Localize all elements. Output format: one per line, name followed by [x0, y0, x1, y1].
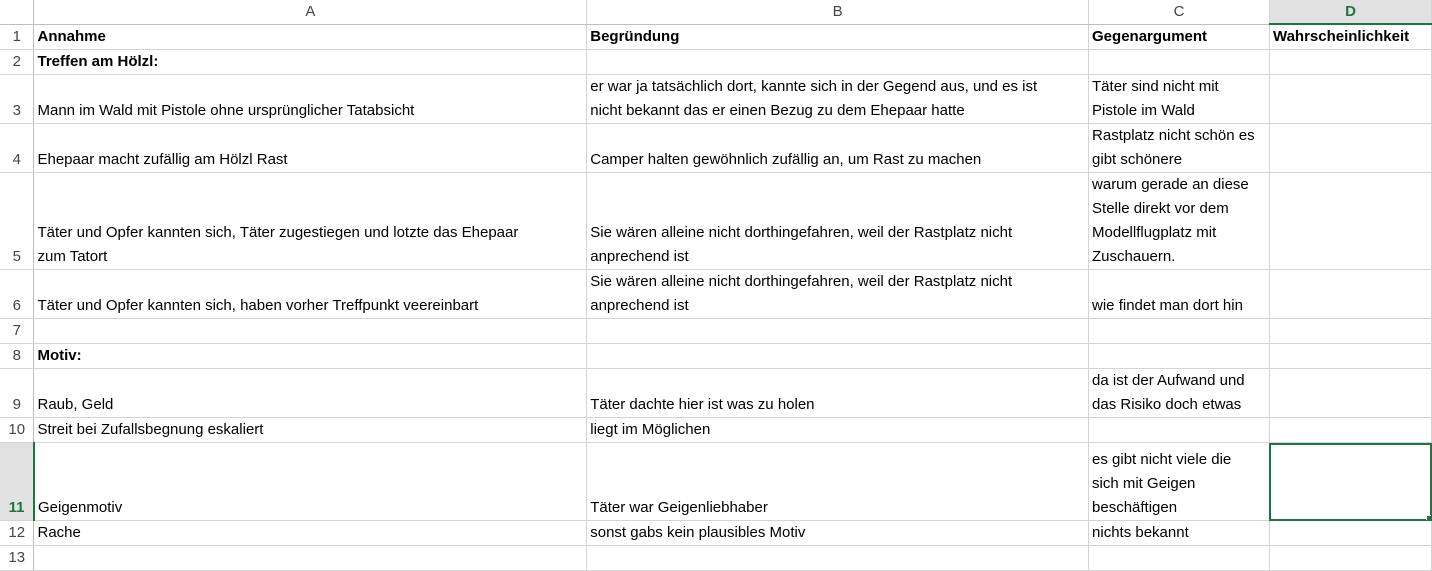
table-row: [0, 173, 1432, 270]
active-cell-d11[interactable]: [1269, 443, 1431, 521]
row-header[interactable]: 4: [0, 124, 34, 173]
row-header[interactable]: 5: [0, 173, 34, 270]
cell-b8[interactable]: [587, 344, 1089, 369]
cell-a3[interactable]: Mann im Wald mit Pistole ohne ursprünglicher Tatabsicht: [34, 75, 587, 124]
cell-a7[interactable]: [34, 319, 587, 344]
cell-c1[interactable]: Gegenargument: [1089, 24, 1270, 50]
row-header[interactable]: 7: [0, 319, 34, 344]
row-header[interactable]: 9: [0, 369, 34, 418]
row-header[interactable]: 1: [0, 24, 34, 50]
cell-d4[interactable]: [1269, 124, 1431, 173]
table-row: [0, 75, 1432, 124]
cell-a12[interactable]: Rache: [34, 521, 587, 546]
row-header[interactable]: 10: [0, 418, 34, 443]
cell-b10[interactable]: liegt im Möglichen: [587, 418, 1089, 443]
cell-d10[interactable]: [1269, 418, 1431, 443]
table-row: [0, 124, 1432, 173]
cell-b7[interactable]: [587, 319, 1089, 344]
table-row: [0, 344, 1432, 369]
cell-b6[interactable]: Sie wären alleine nicht dorthingefahren, weil der Rastplatz nicht anprechend ist: [587, 270, 1089, 319]
cell-b9[interactable]: Täter dachte hier ist was zu holen: [587, 369, 1089, 418]
row-header[interactable]: 6: [0, 270, 34, 319]
cell-b11[interactable]: Täter war Geigenliebhaber: [587, 443, 1089, 521]
cell-c9[interactable]: da ist der Aufwand und das Risiko doch etwas: [1089, 369, 1270, 418]
cell-a4[interactable]: Ehepaar macht zufällig am Hölzl Rast: [34, 124, 587, 173]
cell-c4[interactable]: Rastplatz nicht schön es gibt schönere: [1089, 124, 1270, 173]
cell-a13[interactable]: [34, 546, 587, 571]
cell-c7[interactable]: [1089, 319, 1270, 344]
cell-c3[interactable]: Täter sind nicht mit Pistole im Wald: [1089, 75, 1270, 124]
cell-a8[interactable]: Motiv:: [34, 344, 587, 369]
cell-a2[interactable]: Treffen am Hölzl:: [34, 50, 587, 75]
cell-a1[interactable]: Annahme: [34, 24, 587, 50]
cell-b2[interactable]: [587, 50, 1089, 75]
cell-b12[interactable]: sonst gabs kein plausibles Motiv: [587, 521, 1089, 546]
cell-b3[interactable]: er war ja tatsächlich dort, kannte sich in der Gegend aus, und es ist nicht bekannt das er einen Bezug zu dem Ehepaar hatte: [587, 75, 1089, 124]
table-row: [0, 546, 1432, 571]
cell-c2[interactable]: [1089, 50, 1270, 75]
cell-d9[interactable]: [1269, 369, 1431, 418]
cell-b5[interactable]: Sie wären alleine nicht dorthingefahren, weil der Rastplatz nicht anprechend ist: [587, 173, 1089, 270]
row-header[interactable]: 11: [0, 443, 34, 521]
table-row: [0, 443, 1432, 521]
table-row: [0, 418, 1432, 443]
cell-c5[interactable]: warum gerade an diese Stelle direkt vor dem Modellflugplatz mit Zuschauern.: [1089, 173, 1270, 270]
select-all-corner[interactable]: [0, 0, 34, 24]
row-header[interactable]: 12: [0, 521, 34, 546]
cell-d6[interactable]: [1269, 270, 1431, 319]
cell-d12[interactable]: [1269, 521, 1431, 546]
cell-d13[interactable]: [1269, 546, 1431, 571]
column-header-row: [0, 0, 1432, 24]
cell-d5[interactable]: [1269, 173, 1431, 270]
cell-a9[interactable]: Raub, Geld: [34, 369, 587, 418]
table-row: [0, 270, 1432, 319]
column-header-a[interactable]: A: [34, 0, 587, 24]
cell-a10[interactable]: Streit bei Zufallsbegnung eskaliert: [34, 418, 587, 443]
cell-d1[interactable]: Wahrscheinlichkeit: [1269, 24, 1431, 50]
cell-c11[interactable]: es gibt nicht viele die sich mit Geigen beschäftigen: [1089, 443, 1270, 521]
table-row: [0, 521, 1432, 546]
column-header-d[interactable]: D: [1269, 0, 1431, 24]
row-header[interactable]: 3: [0, 75, 34, 124]
fill-handle[interactable]: [1426, 515, 1432, 521]
cell-d3[interactable]: [1269, 75, 1431, 124]
row-header[interactable]: 2: [0, 50, 34, 75]
cell-d8[interactable]: [1269, 344, 1431, 369]
cell-a11[interactable]: Geigenmotiv: [34, 443, 587, 521]
cell-a5[interactable]: Täter und Opfer kannten sich, Täter zugestiegen und lotzte das Ehepaar zum Tatort: [34, 173, 587, 270]
row-header[interactable]: 13: [0, 546, 34, 571]
table-row: [0, 369, 1432, 418]
cell-c8[interactable]: [1089, 344, 1270, 369]
cell-c6[interactable]: wie findet man dort hin: [1089, 270, 1270, 319]
row-header[interactable]: 8: [0, 344, 34, 369]
cell-b4[interactable]: Camper halten gewöhnlich zufällig an, um Rast zu machen: [587, 124, 1089, 173]
cell-c10[interactable]: [1089, 418, 1270, 443]
cell-c12[interactable]: nichts bekannt: [1089, 521, 1270, 546]
cell-b13[interactable]: [587, 546, 1089, 571]
cell-b1[interactable]: Begründung: [587, 24, 1089, 50]
cell-d7[interactable]: [1269, 319, 1431, 344]
table-row: [0, 24, 1432, 50]
cell-a6[interactable]: Täter und Opfer kannten sich, haben vorher Treffpunkt veereinbart: [34, 270, 587, 319]
table-row: [0, 319, 1432, 344]
table-row: [0, 50, 1432, 75]
column-header-c[interactable]: C: [1089, 0, 1270, 24]
cell-c13[interactable]: [1089, 546, 1270, 571]
column-header-b[interactable]: B: [587, 0, 1089, 24]
cell-d2[interactable]: [1269, 50, 1431, 75]
